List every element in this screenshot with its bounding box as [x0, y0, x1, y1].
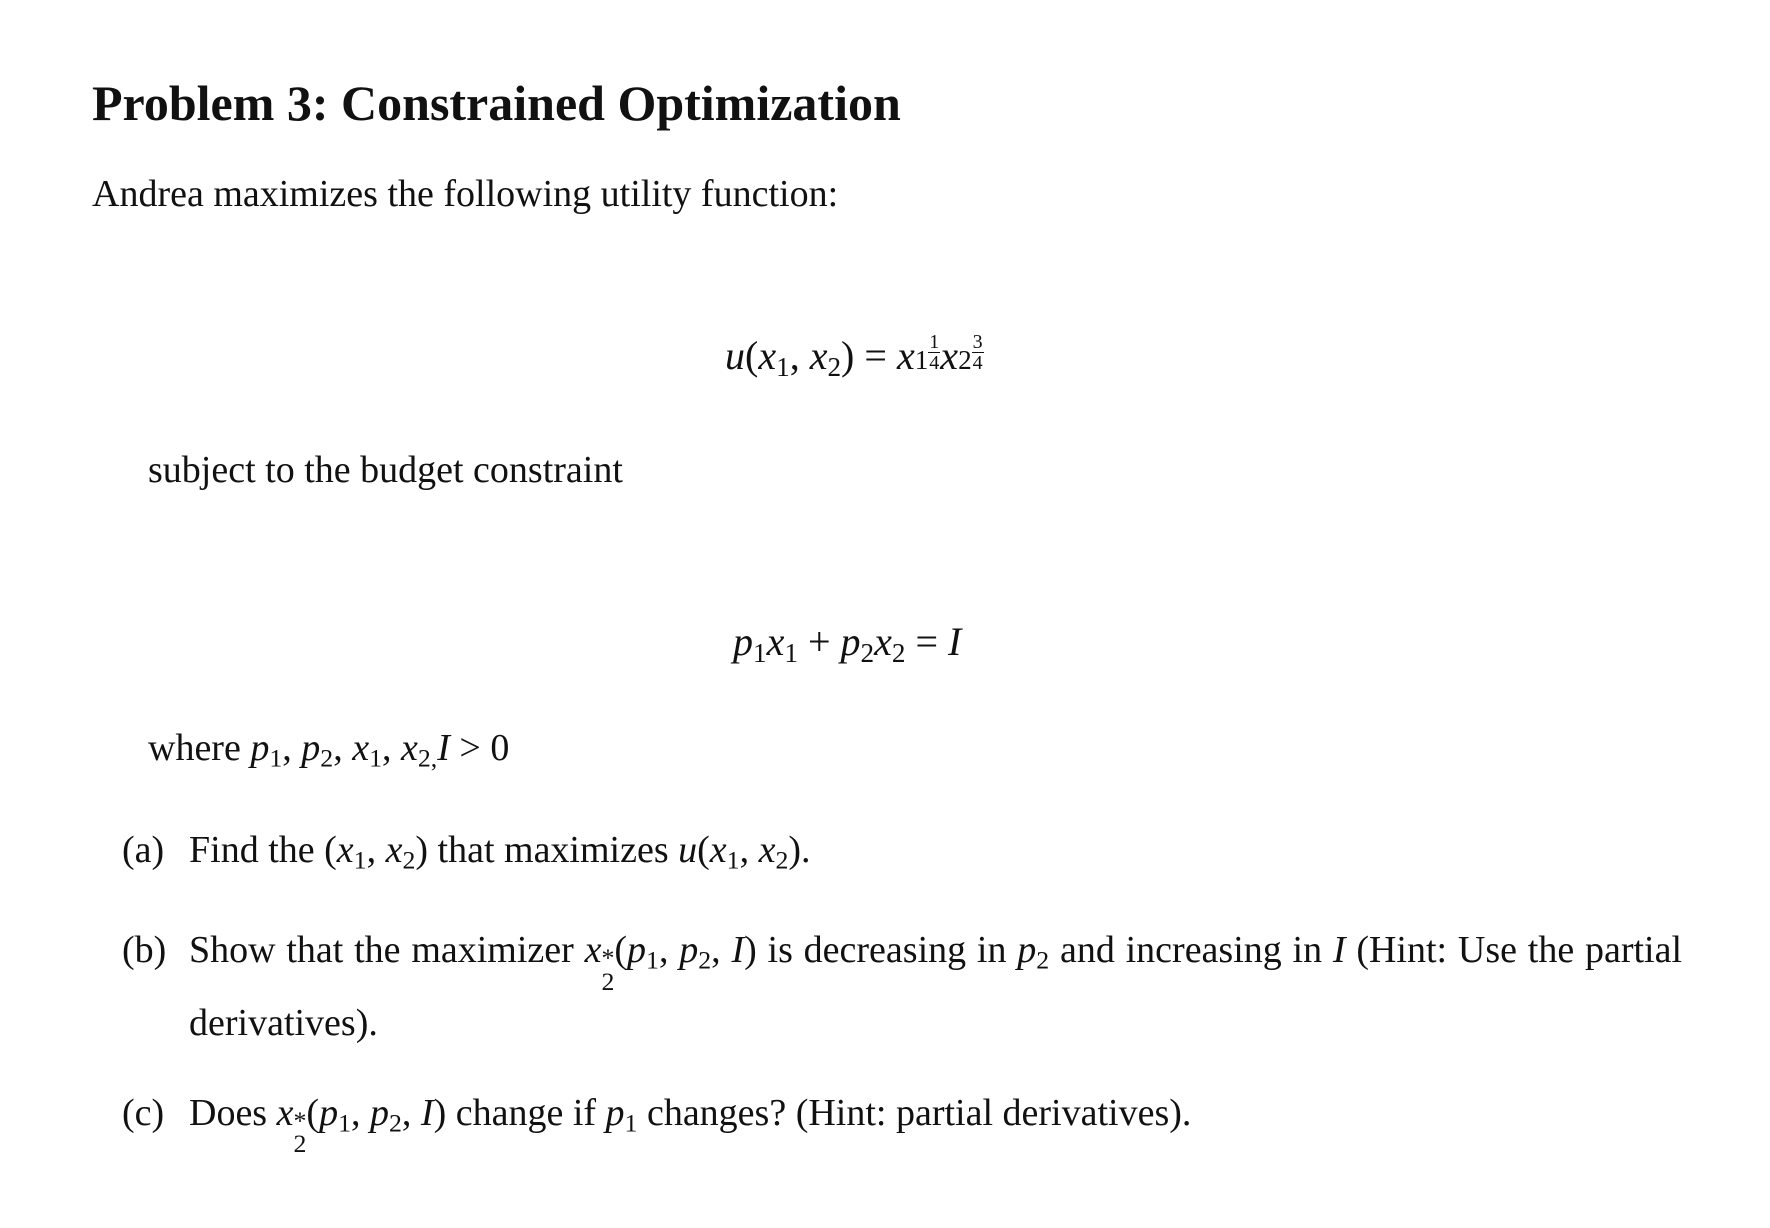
- budget-equation: $p_1x_1 + p_2x_2 = I$: [733, 619, 962, 668]
- exponent-three-quarters: $\frac{3}{4}$: [972, 331, 983, 374]
- question-parts: [122, 820, 1682, 1185]
- subject-to-text: subject to the budget constraint: [148, 449, 623, 491]
- part-a: (a) Find the ($x_1$, $x_2$) that maximizes $u(x_1$, $x_2$).: [122, 820, 1682, 890]
- part-a-label: (a): [122, 829, 165, 871]
- part-c-label: (c): [122, 1091, 165, 1134]
- part-c: (c) Does x * 2 ($p_1$, $p_2$, I) change if $p_1$ changes? (Hint: partial derivatives).: [122, 1083, 1682, 1155]
- part-b-label: (b): [122, 929, 167, 972]
- where-condition: where $p_1$, $p_2$, $x_1$, $x_{2,}I > 0$: [148, 727, 510, 773]
- utility-equation: $u(x_1$, $x_2$) = x 1 $\frac{1}{4}$ x 2 $\frac{3}{4}$: [725, 331, 983, 382]
- intro-text: Andrea maximizes the following utility function:: [92, 173, 839, 215]
- part-b: (b) Show that the maximizer x * 2 ($p_1$, $p_2$, I) is decreasing in $p_2$ and increasing in I (Hint: Use the partial derivatives).: [122, 920, 1682, 1052]
- exponent-one-quarter: $\frac{1}{4}$: [929, 331, 940, 374]
- problem-title: Problem 3: Constrained Optimization: [92, 75, 901, 131]
